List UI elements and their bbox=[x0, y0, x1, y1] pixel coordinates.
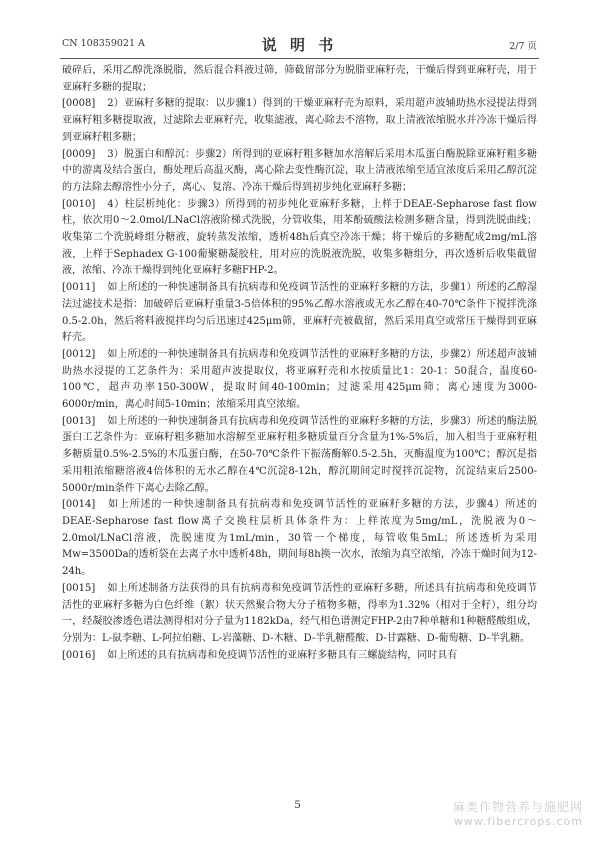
paragraph-number: [0009] bbox=[62, 148, 96, 160]
paragraph-number: [0012] bbox=[62, 348, 96, 360]
paragraph-text: 如上所述的具有抗病毒和免疫调节活性的亚麻籽多糖具有三螺旋结构，同时具有 bbox=[107, 649, 458, 661]
paragraph-number: [0011] bbox=[62, 282, 96, 294]
paragraph-continuation bbox=[62, 63, 537, 96]
paragraph-number: [0008] bbox=[62, 98, 96, 110]
paragraph-number: [0013] bbox=[62, 415, 96, 427]
paragraph-number: [0010] bbox=[62, 198, 96, 210]
paragraph-text: 4）柱层析纯化：步骤3）所得到的初步纯化亚麻籽多糖，上样于DEAE-Sepharose fast flow柱，依次用0～2.0mol/LNaCl溶液阶梯式洗脱，分管收集，用苯酚硫酸法检测多糖含量，得到洗脱曲线；收集第二个洗脱峰组分糖液，旋转蒸发浓缩，透析48h后真空冷冻干燥；将干燥后的多糖配成2mg/mL溶液，上样于Sephadex G-100葡聚糖凝胶柱，用对应的洗脱液洗脱，收集多糖组分，再次透析后收集截留液，浓缩、冷冻干燥得到纯化亚麻籽多糖FHP-2。 bbox=[62, 198, 537, 277]
paragraph-0014 bbox=[62, 497, 537, 581]
paragraph-0009 bbox=[62, 147, 537, 197]
paragraph-0012 bbox=[62, 347, 537, 414]
site-watermark bbox=[453, 798, 583, 828]
paragraph-text: 如上所述的一种快速制备具有抗病毒和免疫调节活性的亚麻籽多糖的方法，步骤2）所述超声波辅助热水浸提的工艺条件为：采用超声波提取仪，将亚麻籽壳和水按质量比1：20-1：50混合，温度60-100℃，超声功率150-300W，提取时间40-100min；过滤采用425μm筛；离心速度为3000-6000r/min，离心时间5-10min；浓缩采用真空浓缩。 bbox=[62, 348, 537, 411]
paragraph-number: [0016] bbox=[62, 649, 96, 661]
paragraph-0013 bbox=[62, 414, 537, 498]
paragraph-0010 bbox=[62, 197, 537, 281]
patent-number: CN 108359021 A bbox=[62, 38, 145, 49]
page-number: 5 bbox=[294, 800, 301, 811]
paragraph-text: 如上所述的一种快速制备具有抗病毒和免疫调节活性的亚麻籽多糖的方法，步骤3）所述的酶法脱蛋白工艺条件为：亚麻籽粗多糖加水溶解至亚麻籽粗多糖质量百分含量为1%-5%后，加入相当于亚麻籽粗多糖质量0.5%-2.5%的木瓜蛋白酶，在50-70℃条件下振荡酶解0.5-2.5h，灭酶温度为100℃；醇沉是指采用粗浓缩糖溶液4倍体积的无水乙醇在4℃沉淀8-12h，醇沉期间定时搅拌沉淀物，沉淀结束后2500-5000r/min条件下离心去除乙醇。 bbox=[62, 415, 537, 494]
paragraph-number: [0015] bbox=[62, 582, 96, 594]
paragraph-0011 bbox=[62, 280, 537, 347]
document-body bbox=[62, 63, 537, 664]
paragraph-number: [0014] bbox=[62, 499, 96, 511]
paragraph-0008 bbox=[62, 96, 537, 146]
paragraph-text: 2）亚麻籽多糖的提取：以步骤1）得到的干燥亚麻籽壳为原料，采用超声波辅助热水浸提法得到亚麻籽粗多糖提取液，过滤除去亚麻籽壳，收集滤液，离心除去不溶物，取上清液浓缩脱水并冷冻干燥后得到亚麻籽粗多糖； bbox=[62, 98, 537, 143]
page-header bbox=[60, 34, 539, 54]
paragraph-0016 bbox=[62, 648, 537, 665]
paragraph-text: 3）脱蛋白和醇沉：步骤2）所得到的亚麻籽粗多糖加水溶解后采用木瓜蛋白酶脱除亚麻籽粗多糖中的游离及结合蛋白，酶处理后高温灭酶，离心除去变性酶沉淀，取上清液浓缩至适宜浓度后采用乙醇沉淀的方法除去醇溶性小分子，离心、复溶、冷冻干燥后得到初步纯化亚麻籽多糖； bbox=[62, 148, 537, 193]
paragraph-text: 如上所述的一种快速制备具有抗病毒和免疫调节活性的亚麻籽多糖的方法，步骤1）所述的乙醇湿法过滤技术是指：加破碎后亚麻籽重量3-5倍体积的95%乙醇水溶液或无水乙醇在40-70℃条件下搅拌洗涤0.5-2.0h，然后将料液搅拌均匀后迅速过425μm筛，亚麻籽壳被截留，然后采用真空或常压干燥得到亚麻籽壳。 bbox=[62, 282, 537, 344]
paragraph-0015 bbox=[62, 581, 537, 648]
page-indicator: 2/7 页 bbox=[509, 41, 537, 52]
watermark-url: www.fibercrops.com bbox=[453, 815, 583, 828]
watermark-site-name: 麻类作物营养与施肥网 bbox=[452, 800, 583, 814]
document-title: 说 明 书 bbox=[261, 36, 338, 54]
paragraph-text: 如上所述的一种快速制备具有抗病毒和免疫调节活性的亚麻籽多糖的方法，步骤4）所述的DEAE-Sepharose fast flow离子交换柱层析具体条件为：上样浓度为5mg/mL，洗脱液为0～2.0mol/LNaCl溶液，洗脱速度为1mL/min，30管一个梯度，每管收集5mL；所述透析为采用Mw=3500Da的透析袋在去离子水中透析48h，期间每8h换一次水，浓缩为真空浓缩，冷冻干燥时间为12-24h。 bbox=[62, 499, 537, 578]
header-divider bbox=[60, 58, 539, 59]
paragraph-text: 如上所述制备方法获得的具有抗病毒和免疫调节活性的亚麻籽多糖，所述具有抗病毒和免疫调节活性的亚麻籽多糖为白色纤维（絮）状天然聚合物大分子植物多糖，得率为1.32%（相对于全籽），组分均一，经凝胶渗透色谱法测得相对分子量为1182kDa，经气相色谱测定FHP-2由7种单糖和1种糖醛酸组成，分别为：L-鼠李糖、L-阿拉伯糖、L-岩藻糖、D-木糖、D-半乳糖醛酸、D-甘露糖、D-葡萄糖、D-半乳糖。 bbox=[62, 582, 537, 644]
paragraph-text: 破碎后，采用乙醇洗涤脱脂，然后混合料液过筛，筛截留部分为脱脂亚麻籽壳，干燥后得到亚麻籽壳，用于亚麻籽多糖的提取； bbox=[62, 65, 537, 93]
